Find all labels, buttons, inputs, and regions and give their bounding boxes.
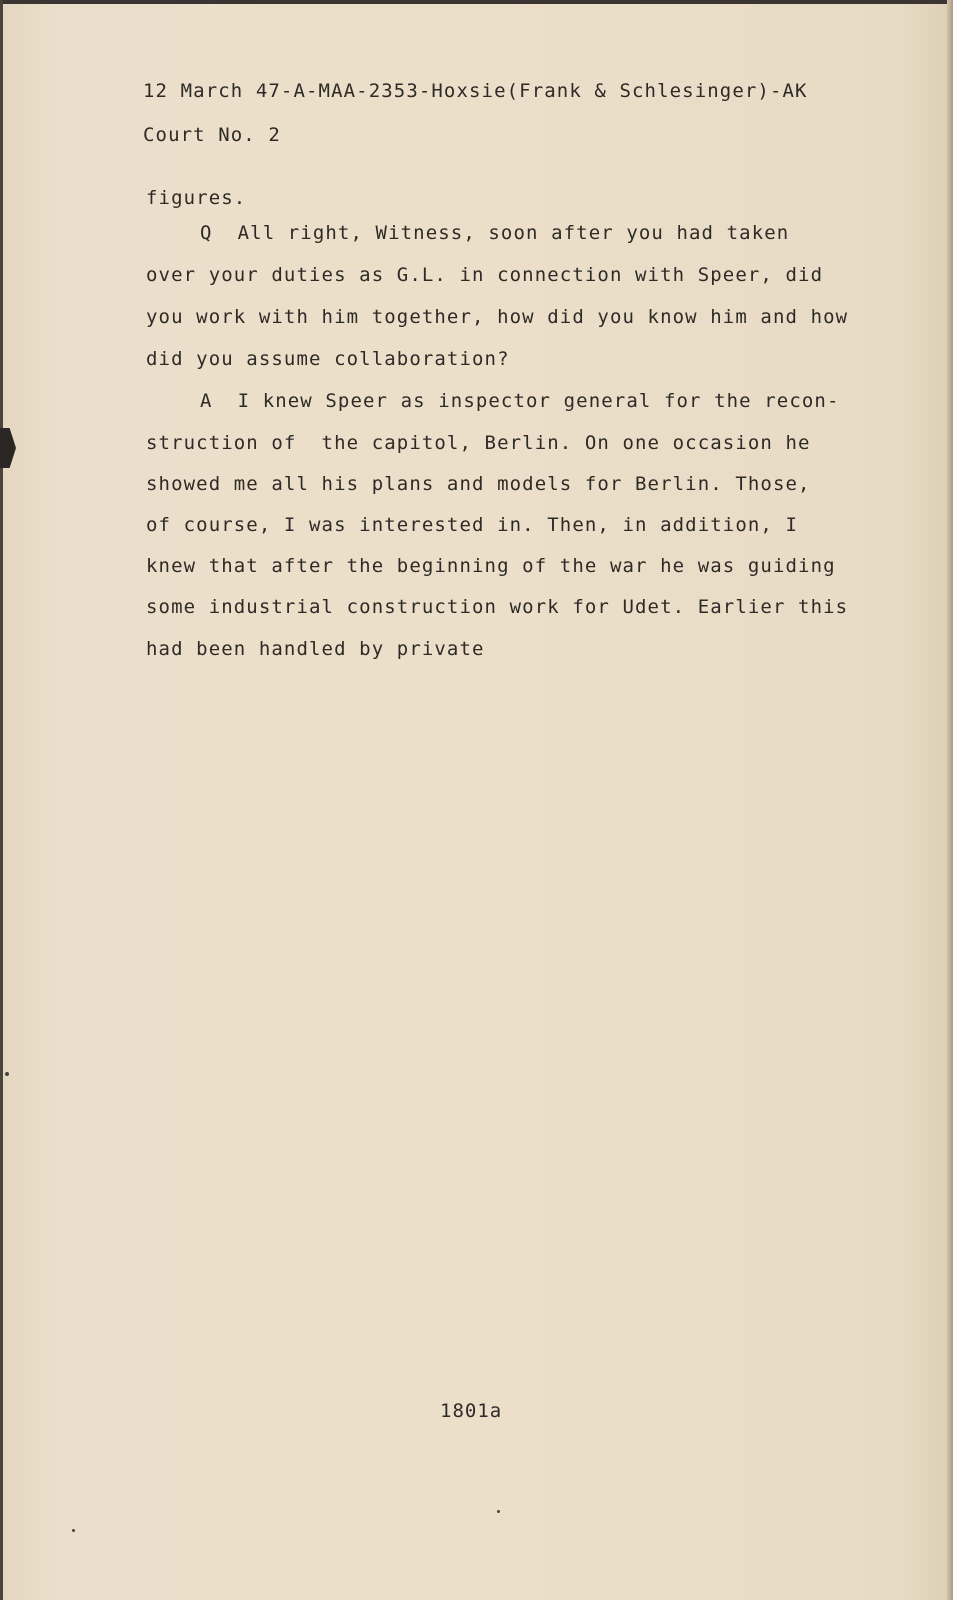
court-line: Court No. 2	[143, 124, 281, 146]
text-line: you work with him together, how did you know him and how	[146, 306, 849, 328]
text-line: of course, I was interested in. Then, in addition, I	[146, 514, 799, 536]
text-line: showed me all his plans and models for Berlin. Those,	[146, 473, 811, 495]
text-line: had been handled by private	[146, 638, 485, 660]
scan-edge-right	[947, 0, 953, 1600]
text-line: some industrial construction work for Udet. Earlier this	[146, 596, 849, 618]
header-line: 12 March 47-A-MAA-2353-Hoxsie(Frank & Schlesinger)-AK	[143, 80, 808, 102]
scan-speck	[72, 1529, 75, 1532]
answer-line: A I knew Speer as inspector general for the recon-	[200, 390, 840, 412]
text-line: knew that after the beginning of the war he was guiding	[146, 555, 836, 577]
page-number: 1801a	[440, 1400, 503, 1422]
scan-edge-top	[0, 0, 953, 4]
scan-speck	[497, 1510, 500, 1513]
text-line: did you assume collaboration?	[146, 348, 510, 370]
scan-speck	[5, 1072, 9, 1076]
text-line: struction of the capitol, Berlin. On one occasion he	[146, 432, 811, 454]
binding-notch	[0, 428, 16, 468]
scan-edge-left	[0, 0, 3, 1600]
question-line: Q All right, Witness, soon after you had taken	[200, 222, 790, 244]
text-line: figures.	[146, 187, 247, 209]
text-line: over your duties as G.L. in connection with Speer, did	[146, 264, 824, 286]
